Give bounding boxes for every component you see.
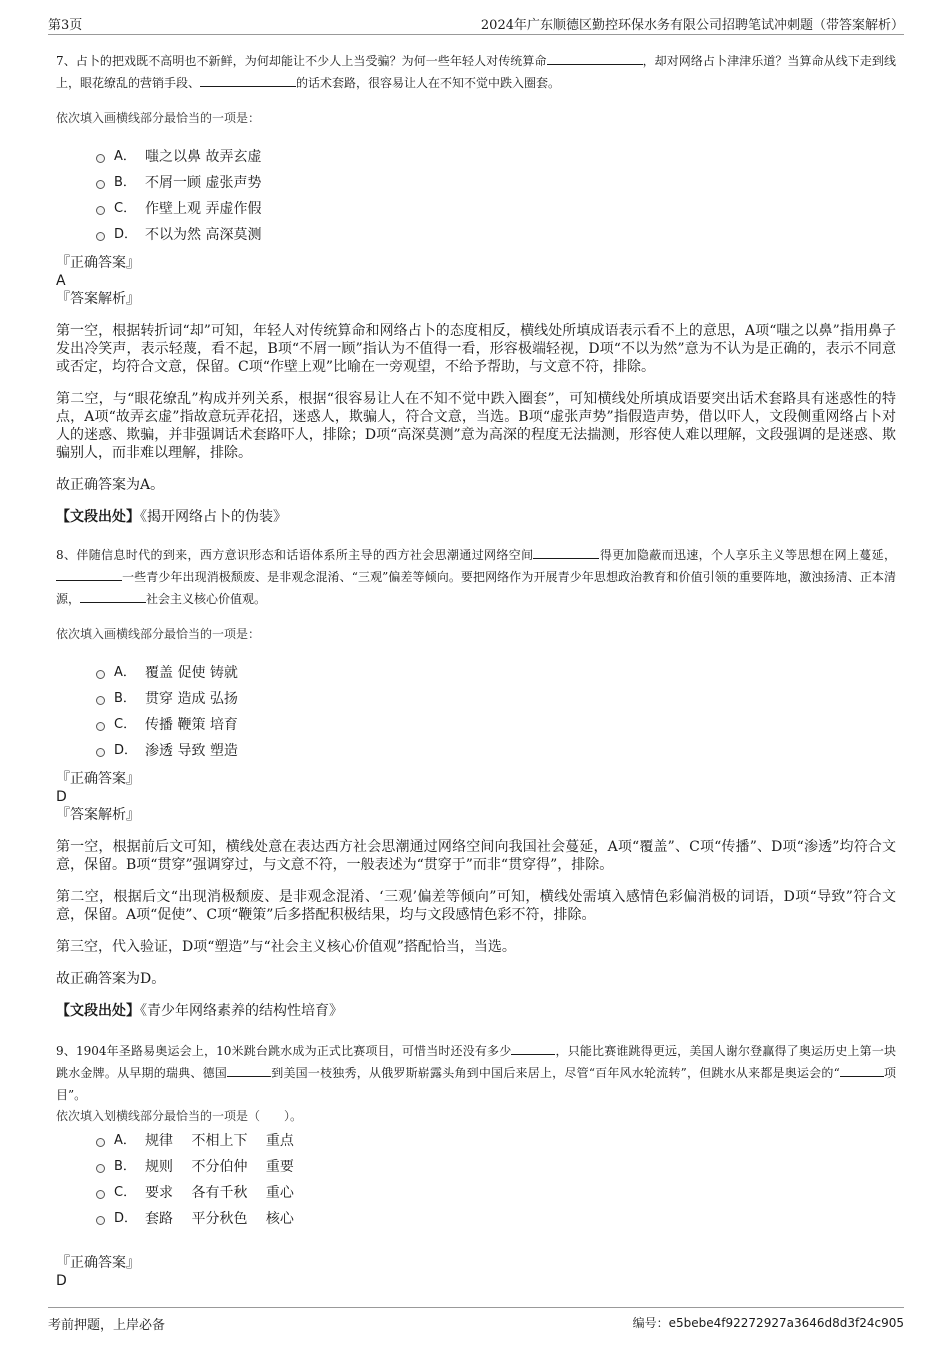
options-list <box>56 1128 896 1232</box>
correct-answer: D <box>56 1273 67 1289</box>
radio-icon[interactable] <box>96 154 105 163</box>
option-a[interactable]: A． 规律 不相上下 重点 <box>56 1128 896 1154</box>
analysis-label: 『答案解析』 <box>56 291 140 307</box>
blank <box>547 51 643 65</box>
radio-icon[interactable] <box>96 696 105 705</box>
question-stem: 8、伴随信息时代的到来，西方意识形态和话语体系所主导的西方社会思潮通过网络空间 得更加隐蔽而迅速，个人享乐主义等思想在网上蔓延，一些青少年出现消极颓废、是非观念混淆、“三观”偏差等倾向。要把网络作为开展青少年思想政治教育和价值引领的重要阵地，激浊扬清、正本清源， 社会主义核心价值观。 <box>56 544 896 610</box>
analysis-paragraph: 第二空，根据后文“出现消极颓废、是非观念混淆、‘三观’偏差等倾向”可知，横线处需填入感情色彩偏消极的词语，D项“导致”符合文意，保留。A项“促使”、C项“鞭策”后多搭配积极结果，均与文段感情色彩不符，排除。 <box>56 889 896 923</box>
blank <box>840 1063 884 1077</box>
question-7 <box>56 50 896 526</box>
option-b[interactable]: B． 不屑一顾 虚张声势 <box>56 170 896 196</box>
option-a[interactable]: A． 嗤之以鼻 故弄玄虚 <box>56 144 896 170</box>
correct-answer: D <box>56 789 67 805</box>
radio-icon[interactable] <box>96 206 105 215</box>
radio-icon[interactable] <box>96 1164 105 1173</box>
options-list <box>56 144 896 248</box>
analysis-paragraph: 第二空，与“眼花缭乱”构成并列关系，根据“很容易让人在不知不觉中跌入圈套”，可知横线处所填成语要突出话术套路具有迷惑性的特点，A项“故弄玄虚”指故意玩弄花招，迷惑人，欺骗人，符合文意，当选。B项“虚张声势”指假造声势，借以吓人，文段侧重网络占卜对人的迷惑、欺骗，并非强调话术套路吓人，排除；D项“高深莫测”意为高深的程度无法揣测，形容使人难以理解，文段强调的是迷惑、欺骗别人，而非难以理解，排除。 <box>56 391 896 461</box>
page-header <box>48 12 904 35</box>
blank <box>227 1063 271 1077</box>
question-stem: 7、占卜的把戏既不高明也不新鲜，为何却能让不少人上当受骗？为何一些年轻人对传统算命 ，却对网络占卜津津乐道？当算命从线下走到线上，眼花缭乱的营销手段、 的话术套路，很容易让人在不知不觉中跌入圈套。 <box>56 50 896 94</box>
radio-icon[interactable] <box>96 1138 105 1147</box>
radio-icon[interactable] <box>96 1216 105 1225</box>
document-code: 编号：e5bebe4f92272927a3646d8d3f24c905 <box>632 1316 904 1330</box>
document-title: 2024年广东顺德区勤控环保水务有限公司招聘笔试冲刺题（带答案解析） <box>480 18 904 33</box>
question-prompt: 依次填入画横线部分最恰当的一项是： <box>56 111 261 125</box>
option-a[interactable]: A． 覆盖 促使 铸就 <box>56 660 896 686</box>
answer-label: 『正确答案』 <box>56 255 140 271</box>
blank <box>56 567 122 581</box>
correct-answer: A <box>56 273 66 289</box>
answer-label: 『正确答案』 <box>56 771 140 787</box>
option-b[interactable]: B． 贯穿 造成 弘扬 <box>56 686 896 712</box>
analysis-conclusion: 故正确答案为D。 <box>56 971 166 987</box>
radio-icon[interactable] <box>96 722 105 731</box>
radio-icon[interactable] <box>96 748 105 757</box>
option-c[interactable]: C． 传播 鞭策 培育 <box>56 712 896 738</box>
passage-source: 【文段出处】《青少年网络素养的结构性培育》 <box>56 1003 343 1019</box>
options-list <box>56 660 896 764</box>
analysis-paragraph: 第三空，代入验证，D项“塑造”与“社会主义核心价值观”搭配恰当，当选。 <box>56 939 516 955</box>
blank <box>80 589 146 603</box>
radio-icon[interactable] <box>96 232 105 241</box>
page-footer <box>48 1307 904 1338</box>
blank <box>200 73 296 87</box>
option-d[interactable]: D． 不以为然 高深莫测 <box>56 222 896 248</box>
answer-label: 『正确答案』 <box>56 1255 140 1271</box>
option-d[interactable]: D． 套路 平分秋色 核心 <box>56 1206 896 1232</box>
analysis-label: 『答案解析』 <box>56 807 140 823</box>
option-c[interactable]: C． 作壁上观 弄虚作假 <box>56 196 896 222</box>
passage-source: 【文段出处】《揭开网络占卜的伪装》 <box>56 509 287 525</box>
footer-slogan: 考前押题，上岸必备 <box>48 1318 166 1333</box>
radio-icon[interactable] <box>96 180 105 189</box>
question-9 <box>56 1040 896 1290</box>
page-number: 第3页 <box>48 18 83 33</box>
analysis-paragraph: 第一空，根据前后文可知，横线处意在表达西方社会思潮通过网络空间向我国社会蔓延，A项“覆盖”、C项“传播”、D项“渗透”均符合文意，保留。B项“贯穿”强调穿过，与文意不符，一般表述为“贯穿于”而非“贯穿得”，排除。 <box>56 839 896 873</box>
radio-icon[interactable] <box>96 1190 105 1199</box>
radio-icon[interactable] <box>96 670 105 679</box>
analysis-paragraph: 第一空，根据转折词“却”可知，年轻人对传统算命和网络占卜的态度相反，横线处所填成语表示看不上的意思，A项“嗤之以鼻”指用鼻子发出冷笑声，表示轻蔑，看不起，B项“不屑一顾”指认为不值得一看，形容极端轻视，D项“不以为然”意为不认为是正确的，表示不同意或否定，均符合文意，保留。C项“作壁上观”比喻在一旁观望，不给予帮助，与文意不符，排除。 <box>56 323 896 375</box>
blank <box>511 1041 555 1055</box>
question-prompt: 依次填入划横线部分最恰当的一项是（ ）。 <box>56 1109 303 1123</box>
question-8 <box>56 544 896 1020</box>
option-d[interactable]: D． 渗透 导致 塑造 <box>56 738 896 764</box>
blank <box>533 545 599 559</box>
option-b[interactable]: B． 规则 不分伯仲 重要 <box>56 1154 896 1180</box>
question-stem: 9、1904年圣路易奥运会上，10米跳台跳水成为正式比赛项目，可惜当时还没有多少 ，只能比赛谁跳得更远，美国人谢尔登赢得了奥运历史上第一块跳水金牌。从早期的瑞典、德国 到美国一枝独秀，从俄罗斯崭露头角到中国后来居上，尽管“百年风水轮流转”，但跳水从来都是奥运会的“ 项目”。 <box>56 1040 896 1106</box>
question-prompt: 依次填入画横线部分最恰当的一项是： <box>56 627 261 641</box>
option-c[interactable]: C． 要求 各有千秋 重心 <box>56 1180 896 1206</box>
analysis-conclusion: 故正确答案为A。 <box>56 477 165 493</box>
